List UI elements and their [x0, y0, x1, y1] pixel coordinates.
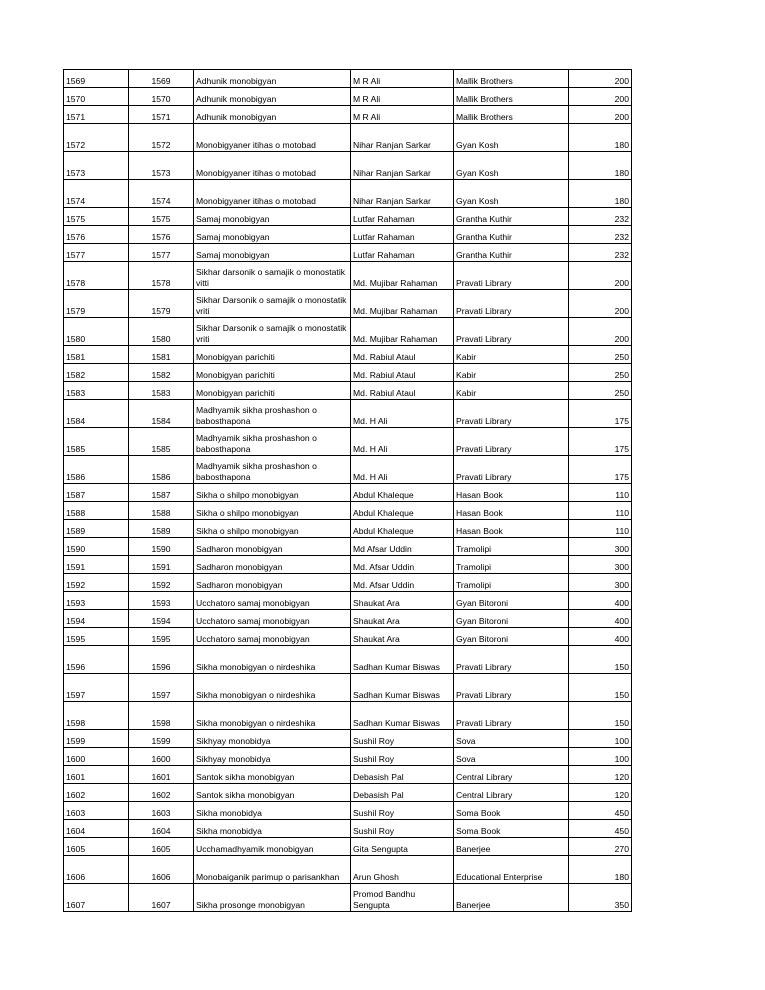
price-cell: 400	[569, 592, 632, 610]
table-row	[64, 610, 632, 628]
serial-no-cell: 1597	[129, 674, 194, 702]
table-row	[64, 702, 632, 730]
book-title-cell: Santok sikha monobigyan	[194, 766, 351, 784]
table-row	[64, 802, 632, 820]
accession-no-cell: 1574	[64, 180, 129, 208]
book-title-cell: Monobigyan parichiti	[194, 382, 351, 400]
serial-no-cell: 1580	[129, 318, 194, 346]
table-row	[64, 574, 632, 592]
table-row	[64, 748, 632, 766]
price-cell: 232	[569, 244, 632, 262]
book-title-cell: Sadharon monobigyan	[194, 556, 351, 574]
accession-no-cell: 1573	[64, 152, 129, 180]
accession-no-cell: 1572	[64, 124, 129, 152]
table-row	[64, 180, 632, 208]
price-cell: 400	[569, 628, 632, 646]
publisher-cell: Tramolipi	[454, 556, 569, 574]
author-cell: Md. H Ali	[351, 456, 454, 484]
table-row	[64, 838, 632, 856]
table-row	[64, 730, 632, 748]
serial-no-cell: 1574	[129, 180, 194, 208]
accession-no-cell: 1592	[64, 574, 129, 592]
author-cell: Md. Afsar Uddin	[351, 574, 454, 592]
publisher-cell: Pravati Library	[454, 290, 569, 318]
book-title-cell: Madhyamik sikha proshashon o babosthapona	[194, 428, 351, 456]
price-cell: 150	[569, 702, 632, 730]
author-cell: Sushil Roy	[351, 802, 454, 820]
accession-no-cell: 1588	[64, 502, 129, 520]
accession-no-cell: 1607	[64, 884, 129, 912]
price-cell: 110	[569, 520, 632, 538]
price-cell: 175	[569, 400, 632, 428]
table-row	[64, 820, 632, 838]
price-cell: 200	[569, 318, 632, 346]
table-row	[64, 346, 632, 364]
book-title-cell: Sikhar darsonik o samajik o monostatik vitti	[194, 262, 351, 290]
accession-no-cell: 1606	[64, 856, 129, 884]
serial-no-cell: 1601	[129, 766, 194, 784]
price-cell: 175	[569, 456, 632, 484]
price-cell: 400	[569, 610, 632, 628]
table-row	[64, 208, 632, 226]
book-title-cell: Sadharon monobigyan	[194, 538, 351, 556]
table-row	[64, 262, 632, 290]
publisher-cell: Gyan Kosh	[454, 124, 569, 152]
publisher-cell: Sova	[454, 730, 569, 748]
publisher-cell: Hasan Book	[454, 520, 569, 538]
publisher-cell: Kabir	[454, 364, 569, 382]
book-title-cell: Monobaiganik parimup o parisankhan	[194, 856, 351, 884]
book-title-cell: Sikhar Darsonik o samajik o monostatik vriti	[194, 318, 351, 346]
book-title-cell: Monobigyaner itihas o motobad	[194, 124, 351, 152]
book-title-cell: Sikha monobigyan o nirdeshika	[194, 646, 351, 674]
table-row	[64, 484, 632, 502]
book-title-cell: Adhunik monobigyan	[194, 106, 351, 124]
serial-no-cell: 1582	[129, 364, 194, 382]
author-cell: Sushil Roy	[351, 748, 454, 766]
author-cell: M R Ali	[351, 106, 454, 124]
table-row	[64, 674, 632, 702]
publisher-cell: Mallik Brothers	[454, 106, 569, 124]
serial-no-cell: 1600	[129, 748, 194, 766]
serial-no-cell: 1605	[129, 838, 194, 856]
accession-no-cell: 1590	[64, 538, 129, 556]
author-cell: Md. Mujibar Rahaman	[351, 290, 454, 318]
publisher-cell: Soma Book	[454, 802, 569, 820]
book-title-cell: Sadharon monobigyan	[194, 574, 351, 592]
book-title-cell: Samaj monobigyan	[194, 226, 351, 244]
table-row	[64, 428, 632, 456]
serial-no-cell: 1590	[129, 538, 194, 556]
serial-no-cell: 1575	[129, 208, 194, 226]
accession-no-cell: 1586	[64, 456, 129, 484]
author-cell: Nihar Ranjan Sarkar	[351, 180, 454, 208]
book-title-cell: Samaj monobigyan	[194, 244, 351, 262]
serial-no-cell: 1587	[129, 484, 194, 502]
publisher-cell: Educational Enterprise	[454, 856, 569, 884]
table-row	[64, 318, 632, 346]
author-cell: Shaukat Ara	[351, 628, 454, 646]
serial-no-cell: 1604	[129, 820, 194, 838]
price-cell: 250	[569, 382, 632, 400]
author-cell: Gita Sengupta	[351, 838, 454, 856]
book-title-cell: Samaj monobigyan	[194, 208, 351, 226]
book-title-cell: Monobigyaner itihas o motobad	[194, 152, 351, 180]
author-cell: M R Ali	[351, 88, 454, 106]
publisher-cell: Pravati Library	[454, 318, 569, 346]
publisher-cell: Banerjee	[454, 838, 569, 856]
book-title-cell: Sikhar Darsonik o samajik o monostatik vriti	[194, 290, 351, 318]
publisher-cell: Soma Book	[454, 820, 569, 838]
table-row	[64, 88, 632, 106]
price-cell: 250	[569, 346, 632, 364]
publisher-cell: Pravati Library	[454, 702, 569, 730]
serial-no-cell: 1584	[129, 400, 194, 428]
table-row	[64, 856, 632, 884]
accession-no-cell: 1589	[64, 520, 129, 538]
accession-no-cell: 1602	[64, 784, 129, 802]
price-cell: 250	[569, 364, 632, 382]
price-cell: 200	[569, 106, 632, 124]
table-row	[64, 766, 632, 784]
author-cell: Abdul Khaleque	[351, 484, 454, 502]
publisher-cell: Pravati Library	[454, 646, 569, 674]
accession-no-cell: 1569	[64, 70, 129, 88]
accession-no-cell: 1603	[64, 802, 129, 820]
author-cell: Md Afsar Uddin	[351, 538, 454, 556]
author-cell: Shaukat Ara	[351, 610, 454, 628]
publisher-cell: Mallik Brothers	[454, 70, 569, 88]
table-row	[64, 364, 632, 382]
author-cell: Arun Ghosh	[351, 856, 454, 884]
accession-no-cell: 1604	[64, 820, 129, 838]
accession-no-cell: 1595	[64, 628, 129, 646]
book-title-cell: Sikha prosonge monobigyan	[194, 884, 351, 912]
accession-no-cell: 1576	[64, 226, 129, 244]
price-cell: 450	[569, 820, 632, 838]
price-cell: 200	[569, 262, 632, 290]
price-cell: 200	[569, 70, 632, 88]
book-title-cell: Monobigyan parichiti	[194, 346, 351, 364]
publisher-cell: Central Library	[454, 784, 569, 802]
book-title-cell: Ucchamadhyamik monobigyan	[194, 838, 351, 856]
author-cell: Debasish Pal	[351, 784, 454, 802]
price-cell: 350	[569, 884, 632, 912]
serial-no-cell: 1602	[129, 784, 194, 802]
author-cell: Md. Rabiul Ataul	[351, 364, 454, 382]
accession-no-cell: 1577	[64, 244, 129, 262]
publisher-cell: Hasan Book	[454, 502, 569, 520]
publisher-cell: Pravati Library	[454, 262, 569, 290]
accession-no-cell: 1583	[64, 382, 129, 400]
book-title-cell: Ucchatoro samaj monobigyan	[194, 628, 351, 646]
author-cell: Abdul Khaleque	[351, 520, 454, 538]
price-cell: 175	[569, 428, 632, 456]
serial-no-cell: 1599	[129, 730, 194, 748]
table-row	[64, 124, 632, 152]
serial-no-cell: 1589	[129, 520, 194, 538]
serial-no-cell: 1573	[129, 152, 194, 180]
book-title-cell: Sikha monobigyan o nirdeshika	[194, 674, 351, 702]
price-cell: 450	[569, 802, 632, 820]
accession-no-cell: 1598	[64, 702, 129, 730]
publisher-cell: Gyan Bitoroni	[454, 628, 569, 646]
table-row	[64, 592, 632, 610]
author-cell: Sushil Roy	[351, 820, 454, 838]
accession-no-cell: 1584	[64, 400, 129, 428]
author-cell: Md. Afsar Uddin	[351, 556, 454, 574]
book-title-cell: Sikha o shilpo monobigyan	[194, 502, 351, 520]
author-cell: Debasish Pal	[351, 766, 454, 784]
table-row	[64, 106, 632, 124]
publisher-cell: Gyan Kosh	[454, 180, 569, 208]
table-row	[64, 152, 632, 180]
price-cell: 180	[569, 124, 632, 152]
accession-no-cell: 1605	[64, 838, 129, 856]
author-cell: Md. Rabiul Ataul	[351, 382, 454, 400]
publisher-cell: Banerjee	[454, 884, 569, 912]
serial-no-cell: 1571	[129, 106, 194, 124]
table-row	[64, 646, 632, 674]
author-cell: Lutfar Rahaman	[351, 226, 454, 244]
publisher-cell: Grantha Kuthir	[454, 244, 569, 262]
serial-no-cell: 1578	[129, 262, 194, 290]
accession-no-cell: 1575	[64, 208, 129, 226]
price-cell: 200	[569, 88, 632, 106]
table-row	[64, 226, 632, 244]
author-cell: Shaukat Ara	[351, 592, 454, 610]
accession-no-cell: 1600	[64, 748, 129, 766]
price-cell: 110	[569, 484, 632, 502]
book-title-cell: Monobigyaner itihas o motobad	[194, 180, 351, 208]
price-cell: 120	[569, 784, 632, 802]
book-title-cell: Madhyamik sikha proshashon o babosthapona	[194, 400, 351, 428]
book-title-cell: Sikha monobidya	[194, 820, 351, 838]
table-row	[64, 382, 632, 400]
table-row	[64, 502, 632, 520]
price-cell: 300	[569, 556, 632, 574]
accession-no-cell: 1581	[64, 346, 129, 364]
publisher-cell: Kabir	[454, 346, 569, 364]
serial-no-cell: 1588	[129, 502, 194, 520]
serial-no-cell: 1570	[129, 88, 194, 106]
table-row	[64, 456, 632, 484]
serial-no-cell: 1606	[129, 856, 194, 884]
serial-no-cell: 1594	[129, 610, 194, 628]
author-cell: Md. H Ali	[351, 428, 454, 456]
price-cell: 180	[569, 152, 632, 180]
accession-no-cell: 1571	[64, 106, 129, 124]
author-cell: Nihar Ranjan Sarkar	[351, 152, 454, 180]
author-cell: Lutfar Rahaman	[351, 244, 454, 262]
serial-no-cell: 1569	[129, 70, 194, 88]
serial-no-cell: 1598	[129, 702, 194, 730]
table-row	[64, 884, 632, 912]
author-cell: Lutfar Rahaman	[351, 208, 454, 226]
price-cell: 100	[569, 730, 632, 748]
author-cell: Sadhan Kumar Biswas	[351, 702, 454, 730]
author-cell: Md. Rabiul Ataul	[351, 346, 454, 364]
serial-no-cell: 1595	[129, 628, 194, 646]
price-cell: 232	[569, 226, 632, 244]
book-list-table	[63, 69, 632, 912]
serial-no-cell: 1592	[129, 574, 194, 592]
publisher-cell: Gyan Bitoroni	[454, 610, 569, 628]
publisher-cell: Central Library	[454, 766, 569, 784]
table-row	[64, 70, 632, 88]
publisher-cell: Gyan Bitoroni	[454, 592, 569, 610]
serial-no-cell: 1579	[129, 290, 194, 318]
author-cell: Abdul Khaleque	[351, 502, 454, 520]
table-row	[64, 784, 632, 802]
price-cell: 270	[569, 838, 632, 856]
price-cell: 180	[569, 180, 632, 208]
publisher-cell: Sova	[454, 748, 569, 766]
serial-no-cell: 1591	[129, 556, 194, 574]
book-title-cell: Adhunik monobigyan	[194, 70, 351, 88]
accession-no-cell: 1599	[64, 730, 129, 748]
book-title-cell: Sikha o shilpo monobigyan	[194, 484, 351, 502]
author-cell: M R Ali	[351, 70, 454, 88]
price-cell: 180	[569, 856, 632, 884]
serial-no-cell: 1585	[129, 428, 194, 456]
book-title-cell: Madhyamik sikha proshashon o babosthapona	[194, 456, 351, 484]
serial-no-cell: 1593	[129, 592, 194, 610]
accession-no-cell: 1601	[64, 766, 129, 784]
serial-no-cell: 1583	[129, 382, 194, 400]
author-cell: Sadhan Kumar Biswas	[351, 646, 454, 674]
publisher-cell: Kabir	[454, 382, 569, 400]
book-title-cell: Sikhyay monobidya	[194, 730, 351, 748]
price-cell: 120	[569, 766, 632, 784]
author-cell: Nihar Ranjan Sarkar	[351, 124, 454, 152]
price-cell: 150	[569, 674, 632, 702]
serial-no-cell: 1596	[129, 646, 194, 674]
publisher-cell: Gyan Kosh	[454, 152, 569, 180]
author-cell: Promod Bandhu Sengupta	[351, 884, 454, 912]
serial-no-cell: 1581	[129, 346, 194, 364]
accession-no-cell: 1570	[64, 88, 129, 106]
accession-no-cell: 1585	[64, 428, 129, 456]
publisher-cell: Grantha Kuthir	[454, 208, 569, 226]
serial-no-cell: 1577	[129, 244, 194, 262]
accession-no-cell: 1593	[64, 592, 129, 610]
publisher-cell: Pravati Library	[454, 456, 569, 484]
book-title-cell: Sikha monobigyan o nirdeshika	[194, 702, 351, 730]
table-body	[64, 70, 632, 912]
accession-no-cell: 1594	[64, 610, 129, 628]
accession-no-cell: 1578	[64, 262, 129, 290]
table-row	[64, 628, 632, 646]
serial-no-cell: 1586	[129, 456, 194, 484]
accession-no-cell: 1580	[64, 318, 129, 346]
accession-no-cell: 1582	[64, 364, 129, 382]
book-title-cell: Santok sikha monobigyan	[194, 784, 351, 802]
publisher-cell: Tramolipi	[454, 574, 569, 592]
price-cell: 150	[569, 646, 632, 674]
serial-no-cell: 1607	[129, 884, 194, 912]
publisher-cell: Pravati Library	[454, 428, 569, 456]
author-cell: Md. Mujibar Rahaman	[351, 262, 454, 290]
publisher-cell: Grantha Kuthir	[454, 226, 569, 244]
publisher-cell: Pravati Library	[454, 400, 569, 428]
accession-no-cell: 1597	[64, 674, 129, 702]
book-title-cell: Sikhyay monobidya	[194, 748, 351, 766]
publisher-cell: Mallik Brothers	[454, 88, 569, 106]
book-title-cell: Adhunik monobigyan	[194, 88, 351, 106]
author-cell: Md. Mujibar Rahaman	[351, 318, 454, 346]
price-cell: 232	[569, 208, 632, 226]
author-cell: Sushil Roy	[351, 730, 454, 748]
table-row	[64, 556, 632, 574]
price-cell: 200	[569, 290, 632, 318]
price-cell: 300	[569, 538, 632, 556]
book-title-cell: Sikha o shilpo monobigyan	[194, 520, 351, 538]
accession-no-cell: 1591	[64, 556, 129, 574]
table-row	[64, 400, 632, 428]
price-cell: 300	[569, 574, 632, 592]
serial-no-cell: 1576	[129, 226, 194, 244]
accession-no-cell: 1579	[64, 290, 129, 318]
accession-no-cell: 1596	[64, 646, 129, 674]
book-title-cell: Sikha monobidya	[194, 802, 351, 820]
publisher-cell: Hasan Book	[454, 484, 569, 502]
price-cell: 110	[569, 502, 632, 520]
publisher-cell: Pravati Library	[454, 674, 569, 702]
table-row	[64, 244, 632, 262]
publisher-cell: Tramolipi	[454, 538, 569, 556]
author-cell: Sadhan Kumar Biswas	[351, 674, 454, 702]
table-row	[64, 520, 632, 538]
author-cell: Md. H Ali	[351, 400, 454, 428]
book-title-cell: Ucchatoro samaj monobigyan	[194, 610, 351, 628]
accession-no-cell: 1587	[64, 484, 129, 502]
book-title-cell: Ucchatoro samaj monobigyan	[194, 592, 351, 610]
price-cell: 100	[569, 748, 632, 766]
table-row	[64, 290, 632, 318]
serial-no-cell: 1572	[129, 124, 194, 152]
table-row	[64, 538, 632, 556]
serial-no-cell: 1603	[129, 802, 194, 820]
book-title-cell: Monobigyan parichiti	[194, 364, 351, 382]
